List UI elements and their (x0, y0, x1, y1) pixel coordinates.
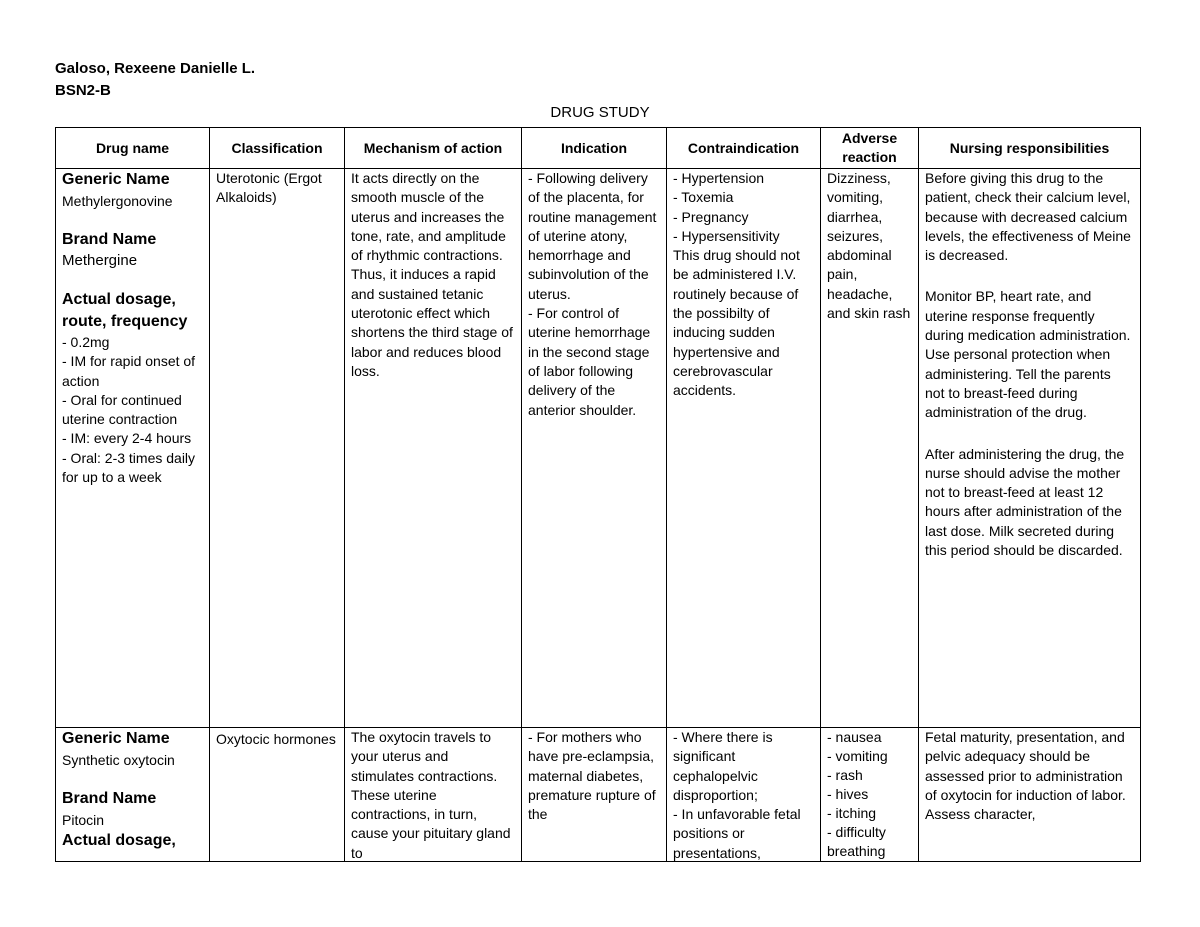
student-section: BSN2-B (55, 82, 111, 99)
table-row (56, 728, 1141, 862)
col-header-classification: Classification (210, 128, 345, 169)
mechanism-cell: It acts directly on the smooth muscle of the uterus and increases the tone, rate, and amplitude of rhythmic contractions. Thus, it induces a rapid and sustained tetanic uterotonic effect which shortens the third stage of labor and reduces blood loss. (345, 169, 522, 728)
student-name: Galoso, Rexeene Danielle L. (55, 60, 256, 77)
adverse-reaction-value: - nausea - vomiting - rash - hives - itching - difficulty breathing (827, 729, 888, 859)
generic-name-label: Generic Name (62, 171, 170, 188)
generic-name-value: Methylergonovine (62, 193, 173, 209)
brand-name-label: Brand Name (62, 231, 157, 248)
contraindication-value: - Where there is significant cephalopelvic disproportion; - In unfavorable fetal positions or presentations, (673, 729, 801, 861)
indication-cell (522, 728, 667, 862)
contraindication-cell (667, 728, 821, 862)
classification-value: Oxytocic hormones (216, 731, 336, 747)
dosage-label: Actual dosage, (62, 832, 176, 849)
nursing-responsibilities-cell (919, 169, 1141, 728)
mechanism-cell (345, 728, 522, 862)
table-header-row (56, 128, 1141, 169)
mechanism-value: The oxytocin travels to your uterus and stimulates contractions. These uterine contractions, in turn, cause your pituitary gland to (351, 729, 511, 861)
nursing-responsibilities-cell (919, 728, 1141, 862)
nursing-value: Fetal maturity, presentation, and pelvic adequacy should be assessed prior to administration of oxytocin for induction of labor. Assess character, (925, 729, 1126, 823)
drug-study-table (55, 127, 1141, 862)
generic-name-label: Generic Name (62, 730, 170, 747)
col-header-indication: Indication (522, 128, 667, 169)
nursing-paragraph-2: Monitor BP, heart rate, and uterine response frequently during medication administration. Use personal protection when administering. Tell the parents not to breast-feed during administration of the drug. (925, 288, 1131, 421)
col-header-nursing-responsibilities: Nursing responsibilities (919, 128, 1141, 169)
drug-name-cell (56, 169, 210, 728)
drug-name-cell (56, 728, 210, 862)
adverse-reaction-cell (821, 728, 919, 862)
dosage-value: - 0.2mg - IM for rapid onset of action - Oral for continued uterine contraction - IM: every 2-4 hours - Oral: 2-3 times daily for up to a week (62, 334, 196, 486)
col-header-adverse-reaction: Adverse reaction (821, 128, 919, 169)
contraindication-cell: - Hypertension - Toxemia - Pregnancy - Hypersensitivity This drug should not be administered I.V. routinely because of the possibilty of inducing sudden hypertensive and cerebrovascular accidents. (667, 169, 821, 728)
nursing-paragraph-3: After administering the drug, the nurse should advise the mother not to breast-feed at least 12 hours after administration of the last dose. Milk secreted during this period should be discarded. (925, 445, 1125, 559)
col-header-mechanism: Mechanism of action (345, 128, 522, 169)
col-header-contraindication: Contraindication (667, 128, 821, 169)
brand-name-value: Methergine (62, 252, 138, 269)
col-header-drug-name: Drug name (56, 128, 210, 169)
classification-cell: Uterotonic (Ergot Alkaloids) (210, 169, 345, 728)
brand-name-label: Brand Name (62, 790, 157, 807)
adverse-reaction-cell: Dizziness, vomiting, diarrhea, seizures, abdominal pain, headache, and skin rash (821, 169, 919, 728)
dosage-label: Actual dosage, route, frequency (62, 291, 188, 330)
table-row (56, 169, 1141, 728)
indication-value: - For mothers who have pre-eclampsia, maternal diabetes, premature rupture of the (528, 729, 656, 823)
indication-cell: - Following delivery of the placenta, for routine management of uterine atony, hemorrhage and subinvolution of the uterus. - For control of uterine hemorrhage in the second stage of labor following delivery of the anterior shoulder. (522, 169, 667, 728)
generic-name-value: Synthetic oxytocin (62, 752, 175, 768)
document-header (55, 58, 255, 102)
brand-name-value: Pitocin (62, 812, 105, 828)
nursing-paragraph-1: Before giving this drug to the patient, check their calcium level, because with decreased calcium levels, the effectiveness of Meine is decreased. (925, 170, 1131, 264)
page-title: DRUG STUDY (550, 104, 650, 121)
classification-cell (210, 728, 345, 862)
